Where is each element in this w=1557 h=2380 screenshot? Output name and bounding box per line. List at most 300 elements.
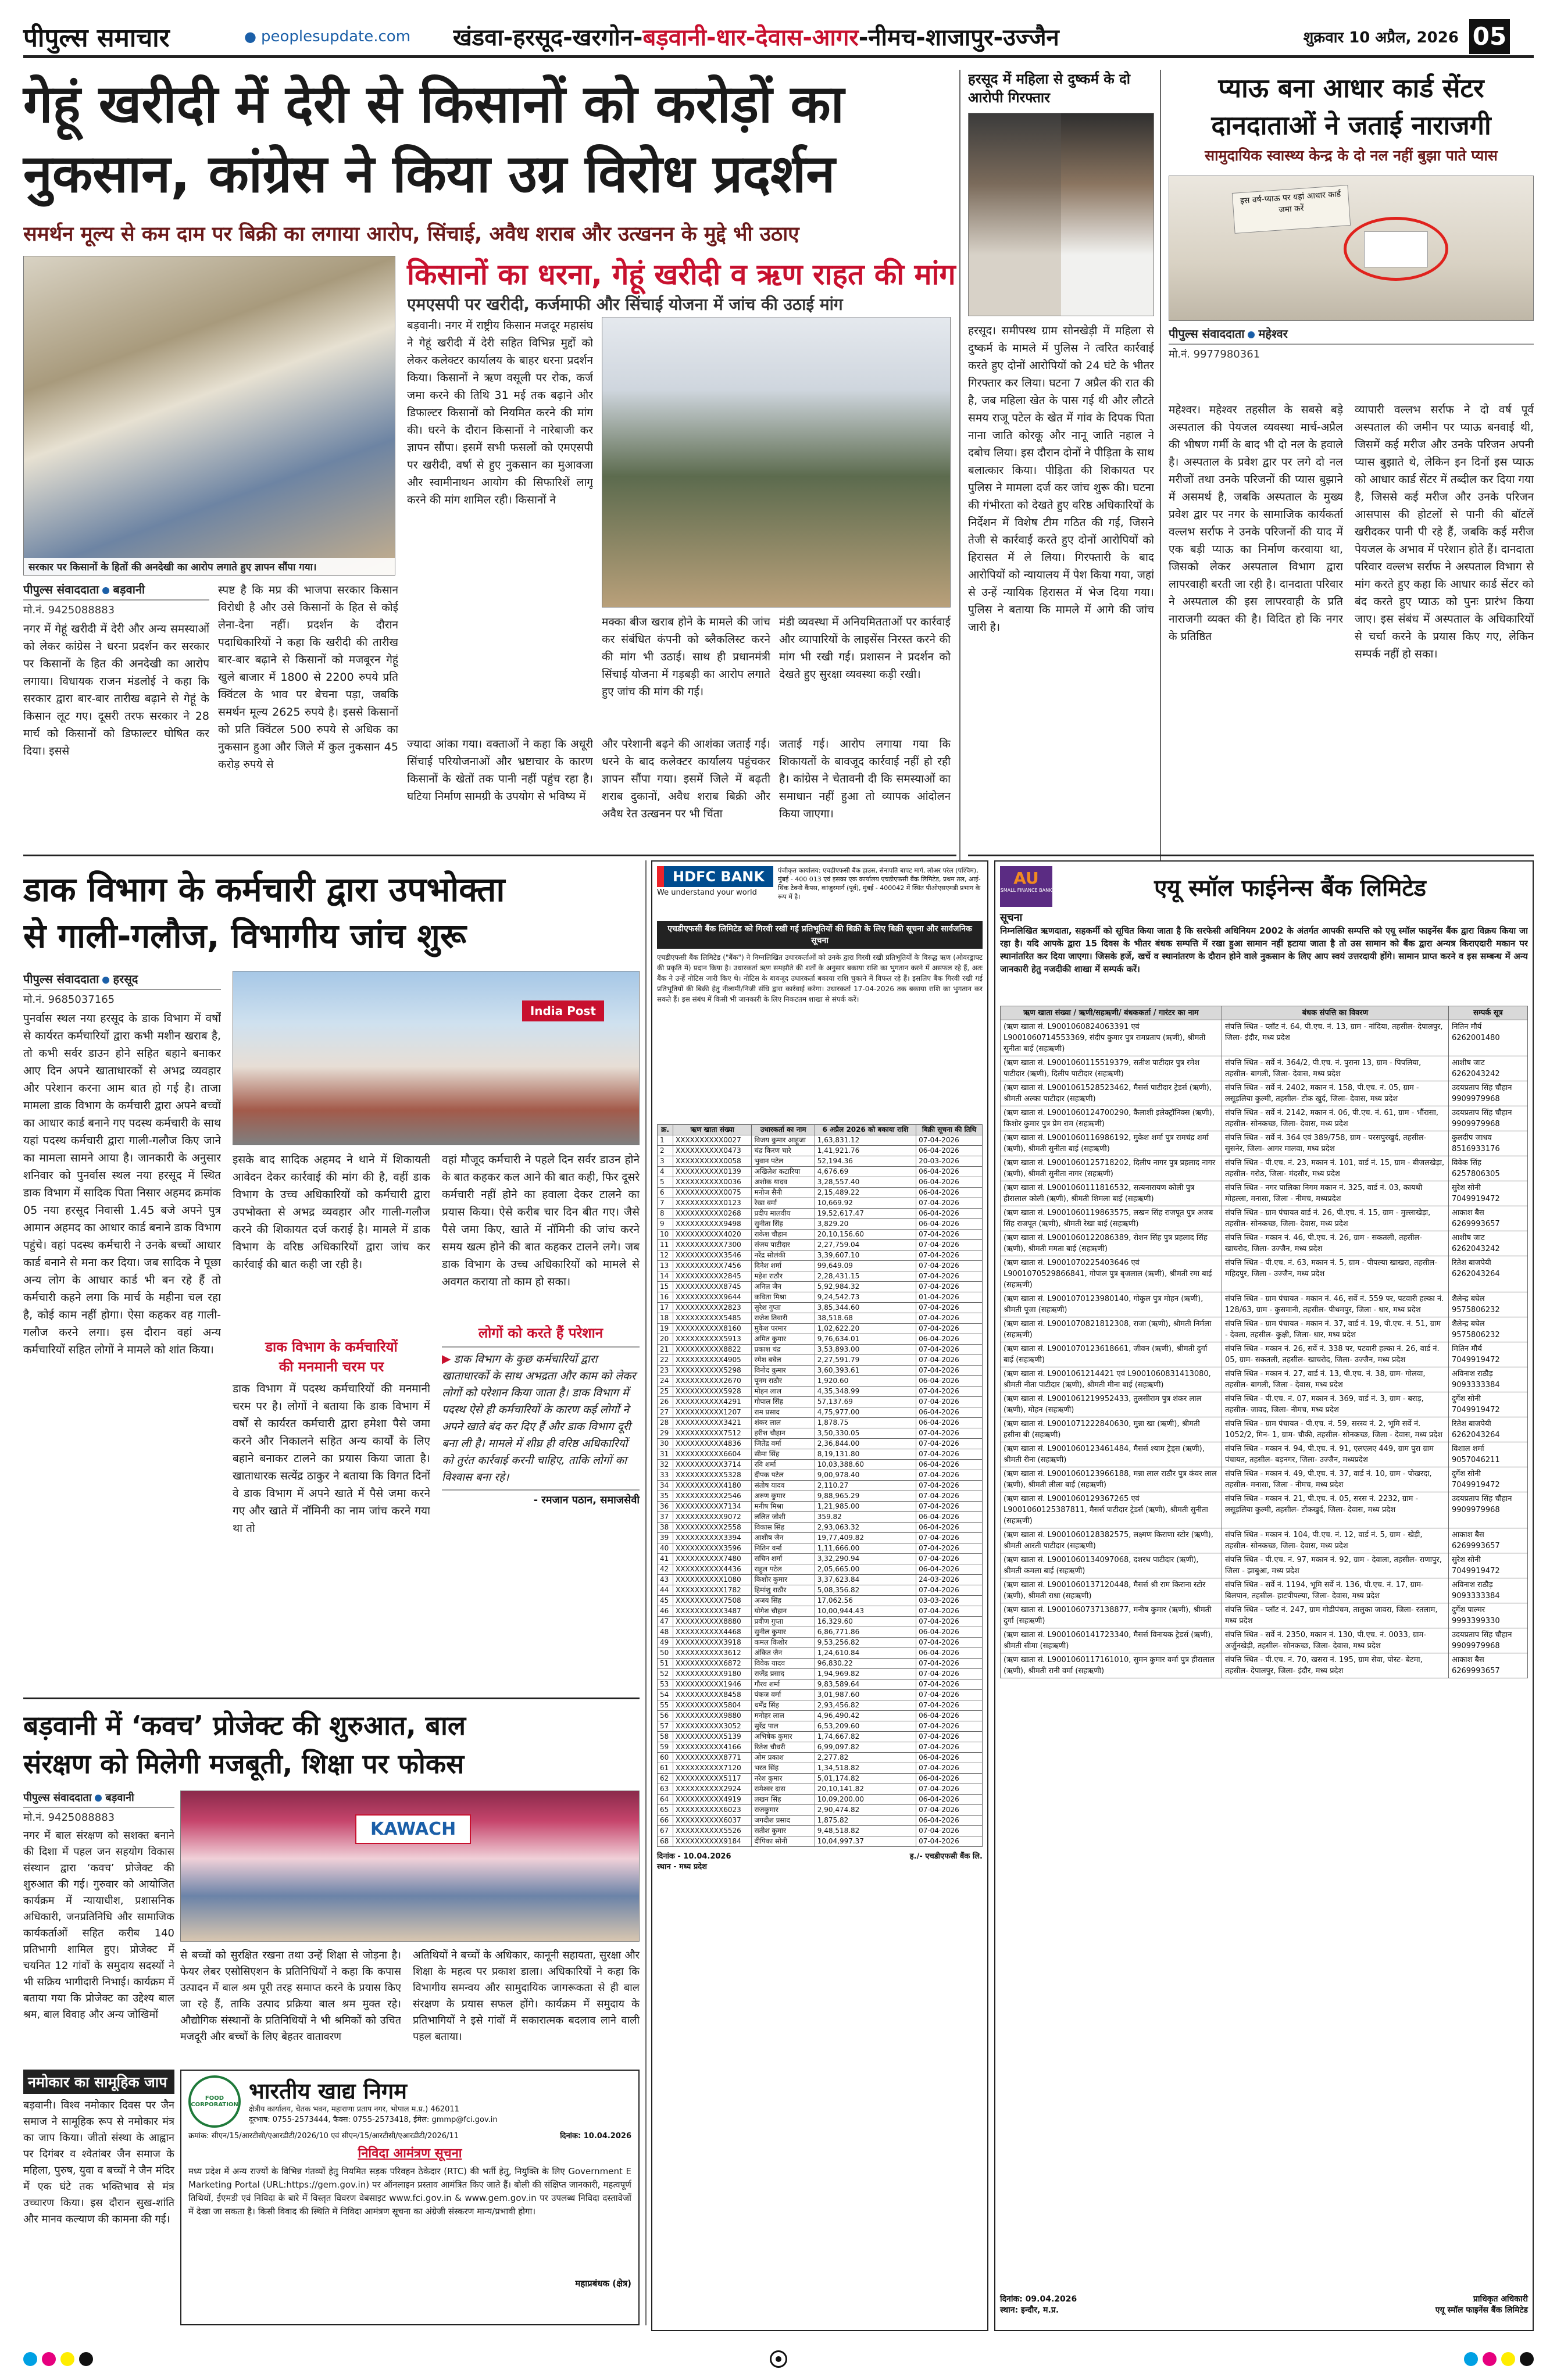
hdfc-table-cell: विकास सिंह [752, 1523, 815, 1533]
hdfc-table-cell: सचिन शर्मा [752, 1554, 815, 1564]
hdfc-table-cell: अंकित जैन [752, 1648, 815, 1659]
hdfc-table-cell: XXXXXXXXXX1207 [673, 1407, 752, 1418]
india-post-sign: India Post [522, 1000, 604, 1021]
kavach-byline: पीपुल्स संवाददाता बड़वानी [23, 1791, 174, 1808]
hdfc-table-cell: XXXXXXXXXX0123 [673, 1198, 752, 1209]
hdfc-table-row [658, 1491, 983, 1502]
hdfc-table-cell: 50 [658, 1648, 673, 1659]
hdfc-table-row [658, 1146, 983, 1156]
hdfc-table-cell: 33 [658, 1470, 673, 1481]
dak-byline: पीपुल्स संवाददाता हरसूद [23, 971, 221, 990]
hdfc-table-cell: अनिल जैन [752, 1282, 815, 1292]
hdfc-table-cell: 1,21,985.00 [815, 1502, 916, 1512]
dak-bottom-rule [23, 1698, 640, 1699]
hdfc-table-row [658, 1575, 983, 1585]
au-table-cell: अविनाश राठौड़ 9093333384 [1448, 1367, 1527, 1392]
au-table-row [1001, 1131, 1528, 1156]
hdfc-table-cell: XXXXXXXXXX4180 [673, 1481, 752, 1491]
au-table-cell: संपत्ति स्थित - सर्वे नं. 1194, भूमि सर्वे नं. 136, पी.एच. नं. 17, ग्राम- बिलपान, तहसील- हाटपीपल्या, जिला- देवास, मध्य प्रदेश [1222, 1578, 1448, 1603]
hdfc-table-cell: 07-04-2026 [916, 1355, 983, 1366]
lead-col-1 [23, 581, 209, 849]
hdfc-table-cell: 23 [658, 1366, 673, 1376]
hdfc-table-row [658, 1188, 983, 1198]
lead-col-2b: ज्यादा आंका गया। वक्ताओं ने कहा कि अधूरी सिंचाई परियोजनाओं और भ्रष्टाचार के कारण किसानों के खेतों तक पानी नहीं पहुंच रहा है। घटिया निर्माण सामग्री के उपयोग से भविष्य में [407, 738, 593, 803]
hdfc-table-cell: 2,27,591.79 [815, 1355, 916, 1366]
kavach-event-photo [180, 1791, 640, 1942]
hdfc-table-cell: 21 [658, 1345, 673, 1355]
hdfc-table-cell: सुरेश गुप्ता [752, 1303, 815, 1313]
masthead [23, 17, 1534, 58]
au-table-row [1001, 1081, 1528, 1106]
globe-icon: ● [244, 28, 256, 45]
hdfc-table-header-0: क्र. [658, 1125, 673, 1135]
hdfc-table-cell: 06-04-2026 [916, 1774, 983, 1784]
hdfc-table-cell: 07-04-2026 [916, 1606, 983, 1617]
piyau-deck: सामुदायिक स्वास्थ्य केन्द्र के दो नल नहीं बुझा पाते प्यास [1205, 147, 1498, 164]
hdfc-table-cell: कमल किशोर [752, 1638, 815, 1648]
hdfc-table-cell: 8 [658, 1209, 673, 1219]
au-table-cell: रितेश बाजपेयी 6262043264 [1448, 1256, 1527, 1292]
hdfc-table-cell: XXXXXXXXXX4436 [673, 1564, 752, 1575]
au-table-row [1001, 1653, 1528, 1678]
lead-headline [23, 70, 954, 209]
hdfc-table-cell: 57,137.69 [815, 1397, 916, 1407]
hdfc-table-cell: 3,53,893.00 [815, 1345, 916, 1355]
hdfc-table-cell: 63 [658, 1784, 673, 1795]
hdfc-table-row [658, 1700, 983, 1711]
hdfc-table-cell: XXXXXXXXXX0075 [673, 1188, 752, 1198]
hdfc-table-cell: XXXXXXXXXX8745 [673, 1282, 752, 1292]
hdfc-table-cell: XXXXXXXXXX2558 [673, 1523, 752, 1533]
hdfc-footer-date: दिनांक - 10.04.2026 [657, 1852, 731, 1861]
lead-col-2: स्पष्ट है कि मप्र की भाजपा सरकार किसान विरोधी है और उसे किसानों के हित से कोई लेना-देना नहीं। प्रदर्शन के दौरान पदाधिकारियों ने कहा कि खरीदी की तारीख बार-बार बढ़ाने से किसानों को मजबूरन गेहूं खुले बाजार में 1800 से 2200 रुपये प्रति क्विंटल के भाव पर बेचना पड़ा, जबकि समर्थन मूल्य 2625 रुपये है। इससे किसानों को प्रति क्विंटल 500 रुपये से अधिक का नुकसान हुआ और जिले में कुल नुकसान 45 करोड़ रुपये से [218, 584, 398, 771]
au-table-cell: संपत्ति स्थित - प्लॉट नं. 64, पी.एच. नं. 13, ग्राम - नांदिया, तहसील- देपालपुर, जिला- इंदौर, मध्य प्रदेश [1222, 1020, 1448, 1056]
hdfc-table-cell: 06-04-2026 [916, 1460, 983, 1470]
hdfc-table-cell: 06-04-2026 [916, 1407, 983, 1418]
hdfc-table-cell: महेश राठौर [752, 1271, 815, 1282]
hdfc-table-cell: 46 [658, 1606, 673, 1617]
hdfc-table-cell: 06-04-2026 [916, 1795, 983, 1805]
au-table-cell: (ऋण खाता सं. L9001070123618661, जीवन (ऋणी), श्रीमती दुर्गा बाई (सहऋणी) [1001, 1342, 1222, 1367]
hdfc-table-cell: जगदीश प्रसाद [752, 1816, 815, 1826]
hdfc-notice [651, 860, 988, 2331]
harsud-crime-headline: हरसूद में महिला से दुष्कर्म के दो आरोपी गिरफ्तार [968, 71, 1130, 106]
au-table-cell: (ऋण खाता सं. L9001060129367265 एवं L9001060125387811, मैसर्स पाटीदार ट्रेडर्स (ऋणी), श्रीमती सुनीता (सहऋणी) [1001, 1492, 1222, 1528]
hdfc-table-row [658, 1167, 983, 1177]
au-table-cell: संपत्ति स्थित - पी.एच. नं. 70, खसरा नं. 195, ग्राम सेवा, पोस्ट- बेटमा, तहसील- देपालपुर, जिला- इंदौर, मध्य प्रदेश [1222, 1653, 1448, 1678]
dak-headline [23, 866, 640, 959]
au-table-cell: संपत्ति स्थित - सर्वे नं. 364 एवं 389/758, ग्राम - परसपुरखुर्द, तहसील- सुसनेर, जिला- आगर मालवा, मध्य प्रदेश [1222, 1131, 1448, 1156]
hdfc-table-row [658, 1313, 983, 1324]
au-table-row [1001, 1603, 1528, 1628]
hdfc-table-cell: 3,50,330.05 [815, 1428, 916, 1439]
hdfc-table-cell: 07-04-2026 [916, 1763, 983, 1774]
hdfc-table-row [658, 1386, 983, 1397]
hdfc-table-row [658, 1690, 983, 1700]
hdfc-table-cell: राजेंद्र प्रसाद [752, 1669, 815, 1679]
au-table-row [1001, 1317, 1528, 1342]
hdfc-table-cell: दिनेश शर्मा [752, 1261, 815, 1271]
au-table-cell: (ऋण खाता सं. L9001060137120448, मैसर्स श्री राम किराना स्टोर (ऋणी), श्रीमती राधा (सहऋणी) [1001, 1578, 1222, 1603]
hdfc-table-cell: 68 [658, 1836, 673, 1847]
au-table-row [1001, 1578, 1528, 1603]
lead-byline: पीपुल्स संवाददाता बड़वानी [23, 581, 209, 601]
hdfc-table-row [658, 1648, 983, 1659]
hdfc-table-cell: नितिन वर्मा [752, 1543, 815, 1554]
hdfc-table-cell: XXXXXXXXXX9180 [673, 1669, 752, 1679]
hdfc-table-cell: 1,63,831.12 [815, 1135, 916, 1146]
hdfc-table-cell: 07-04-2026 [916, 1198, 983, 1209]
hdfc-table-row [658, 1795, 983, 1805]
hdfc-table-cell: 65 [658, 1805, 673, 1816]
masthead-website: peoplesupdate.com [260, 27, 411, 45]
hdfc-table-cell: रामेश्वर दास [752, 1784, 815, 1795]
hdfc-table-cell: 4,676.69 [815, 1167, 916, 1177]
au-table-row [1001, 1367, 1528, 1392]
au-table-cell: (ऋण खाता सं. L9001060128382575, लक्ष्मण किराणा स्टोर (ऋणी), श्रीमती आरती पाटीदार (सहऋणी) [1001, 1528, 1222, 1553]
hdfc-table-cell: 44 [658, 1585, 673, 1596]
hdfc-table-header-1: ऋण खाता संख्या [673, 1125, 752, 1135]
dak-col-1-text: पुनर्वास स्थल नया हरसूद के डाक विभाग में वर्षों से कार्यरत कर्मचारियों द्वारा कभी मशीन खराब है, तो कभी सर्वर डाउन होने सहित बहाने बनाकर आए दिन अपने खाताधारकों से अभद्र व्यवहार और परेशान करना आम बात हो गई है। ताजा मामला डाक विभाग के कर्मचारी द्वारा अपने बच्चों का आधार कार्ड बनाने गए पदस्थ कर्मचारी के साथ यहां पदस्थ कर्मचारी द्वारा गाली-गलौज किए जाने का मामला सामने आया है। जानकारी के अनुसार शनिवार को पुनर्वास स्थल नया हरसूद में स्थित डाक विभाग में सादिक पिता निसार अहमद क्रमांक 05 नया हरसूद निवासी 1.45 बजे अपने पुत्र आमान अहमद का आधार कार्ड बनाने डाक विभाग पहुंचे। वहां पदस्थ कर्मचारी ने उनके बच्चों आधार कार्ड बनाने से मना कर दिया। जब सादिक ने पूछा अन्य लोग के आधार कार्ड भी बन रहे हैं तो कर्मचारी कहने लगा कि मार्च के महीना चल रहा है, कोई काम नहीं होगा। ऐसा कहकर वह गाली-गलौज करने लगा। इस दौरान वहां अन्य कर्मचारियों सहित लोगों ने मामले को शांत किया। [23, 1012, 221, 1356]
fci-title: निविदा आमंत्रण सूचना [358, 2146, 462, 2161]
au-table-cell: (ऋण खाता सं. L9001061214421 एवं L9001060831413080, श्रीमती नीता पाटीदार (ऋणी), श्रीमती मीना बाई (सहऋणी) [1001, 1367, 1222, 1392]
hdfc-table-cell: 56 [658, 1711, 673, 1721]
hdfc-table-cell: 07-04-2026 [916, 1345, 983, 1355]
hdfc-table-cell: 38,518.68 [815, 1313, 916, 1324]
hdfc-table-cell: 20,10,156.60 [815, 1230, 916, 1240]
hdfc-table-cell: 10,00,944.43 [815, 1606, 916, 1617]
au-logo-sub: SMALL FINANCE BANK [1000, 888, 1052, 893]
hdfc-table-cell: 07-04-2026 [916, 1805, 983, 1816]
au-notice [994, 860, 1534, 2331]
hdfc-table-row [658, 1303, 983, 1313]
au-table-cell: आकाश बैस 6269993657 [1448, 1528, 1527, 1553]
hdfc-table-cell: 1,920.60 [815, 1376, 916, 1386]
lead-sub-head: किसानों का धरना, गेहूं खरीदी व ऋण राहत की मांग [407, 258, 956, 291]
hdfc-table-cell: 13 [658, 1261, 673, 1271]
dak-post-office-photo [233, 971, 640, 1145]
hdfc-table-cell: XXXXXXXXXX6872 [673, 1659, 752, 1669]
au-table-cell: (ऋण खाता सं. L9001060111816532, सत्यनारायण कोली पुत्र हीरालाल कोली (ऋणी), श्रीमती शिमला बाई (सहऋणी) [1001, 1181, 1222, 1206]
registration-target-icon [770, 2350, 787, 2368]
hdfc-table-cell: 07-04-2026 [916, 1502, 983, 1512]
au-table-cell: (ऋण खाता सं. L9001060119863575, लखन सिंह राजपूत पुत्र अजब सिंह राजपूत (ऋणी), श्रीमती रेखा बाई (सहऋणी) [1001, 1206, 1222, 1231]
hdfc-table-row [658, 1460, 983, 1470]
hdfc-table-cell: 9 [658, 1219, 673, 1230]
au-table-cell: मितिन मौर्य 7049919472 [1448, 1342, 1527, 1367]
hdfc-table-cell: 06-04-2026 [916, 1523, 983, 1533]
hdfc-table-cell: 3,32,290.94 [815, 1554, 916, 1564]
hdfc-table-row [658, 1585, 983, 1596]
au-table-row [1001, 1467, 1528, 1492]
hdfc-table-cell: सतीश कुमार [752, 1826, 815, 1836]
hdfc-table-cell: 24-03-2026 [916, 1575, 983, 1585]
hdfc-table-cell: XXXXXXXXXX3714 [673, 1460, 752, 1470]
hdfc-table-cell: 06-04-2026 [916, 1816, 983, 1826]
au-table-row [1001, 1342, 1528, 1367]
hdfc-table-cell: 35 [658, 1491, 673, 1502]
harsud-crime-story [968, 70, 1154, 834]
hdfc-table-cell: भुवान पटेल [752, 1156, 815, 1167]
au-table-cell: संपत्ति स्थित - प्लॉट नं. 247, ग्राम गोडीपंचम, तालुका जावरा, जिला- रतलाम, मध्य प्रदेश [1222, 1603, 1448, 1628]
hdfc-table-cell: 06-04-2026 [916, 1167, 983, 1177]
au-table-row [1001, 1056, 1528, 1081]
hdfc-table-cell: 48 [658, 1627, 673, 1638]
hdfc-table-cell: XXXXXXXXXX9880 [673, 1711, 752, 1721]
au-table-row [1001, 1553, 1528, 1578]
lead-photo [23, 256, 395, 576]
hdfc-table-cell: 07-04-2026 [916, 1439, 983, 1449]
hdfc-table-cell: 58 [658, 1732, 673, 1742]
hdfc-table-cell: 10,09,200.00 [815, 1795, 916, 1805]
au-table-cell: (ऋण खाता सं. L9001061528523462, मैसर्स पाटीदार ट्रेडर्स (ऋणी), श्रीमती अल्का पाटीदार (सहऋणी) [1001, 1081, 1222, 1106]
au-table-row [1001, 1528, 1528, 1553]
hdfc-footer-place: स्थान - मध्य प्रदेश [657, 1863, 708, 1871]
hdfc-footer-sign: ह./- एचडीएफसी बैंक लि. [909, 1852, 983, 1861]
hdfc-table-cell: 2 [658, 1146, 673, 1156]
hdfc-table-cell: XXXXXXXXXX9498 [673, 1219, 752, 1230]
hdfc-table-cell: ललित जोशी [752, 1512, 815, 1523]
hdfc-table-cell: 359.82 [815, 1512, 916, 1523]
piyau-bottom-rule [968, 855, 1534, 856]
hdfc-table-row [658, 1638, 983, 1648]
harsud-crime-text: हरसूद। समीपस्थ ग्राम सोनखेड़ी में महिला से दुष्कर्म के मामले में पुलिस ने त्वरित कार्रवाई करते हुए दोनों आरोपियों को 24 घंटे के भीतर गिरफ्तार कर लिया। घटना 7 अप्रैल की रात की है, जब महिला खेत के पास गई थी और लौटते समय राजू पटेल के खेत में गांव के दिपक पिता नाना जाति कोरकू और नानू जाति नहाल ने दबोच लिया। इस दौरान दोनों ने पीड़िता के साथ बलात्कार किया। पीड़िता की शिकायत पर पुलिस ने मामला दर्ज कर जांच शुरू की। घटना की गंभीरता को देखते हुए वरिष्ठ अधिकारियों के निर्देशन में विशेष टीम गठित की गई, जिसने तेजी से कार्रवाई करते हुए दोनों आरोपियों को हिरासत में ले लिया। गिरफ्तारी के बाद आरोपियों को न्यायालय में पेश किया गया, जहां से उन्हें न्यायिक हिरासत में भेज दिया गया। पुलिस ने बताया कि मामले में आगे की जांच जारी है। [968, 324, 1154, 634]
hdfc-table-cell: XXXXXXXXXX1946 [673, 1679, 752, 1690]
hdfc-table-cell: XXXXXXXXXX9072 [673, 1512, 752, 1523]
hdfc-table-row [658, 1240, 983, 1250]
hdfc-table-cell: 07-04-2026 [916, 1690, 983, 1700]
hdfc-table-cell: 3,01,987.60 [815, 1690, 916, 1700]
au-table-cell: संपत्ति स्थित - मकान नं. 94, पी.एच. नं. 91, एलएलए 449, ग्राम पुरा ग्राम पंचायत, तहसील- बड़नगर, जिला- उज्जैन, मध्यप्रदेश [1222, 1442, 1448, 1467]
edition-red: बड़वानी-धार-देवास-आगर [642, 24, 859, 51]
hdfc-table-cell: 34 [658, 1481, 673, 1491]
au-table-cell: (ऋण खाता सं. L9001061219952433, तुलसीराम पुत्र शंकर लाल (ऋणी), मोहन (सहऋणी) [1001, 1392, 1222, 1417]
hdfc-table-cell: 7 [658, 1198, 673, 1209]
hdfc-table-cell: जितेंद्र वर्मा [752, 1439, 815, 1449]
au-footer-place: स्थान: इन्दौर, म.प्र. [1000, 2306, 1059, 2315]
location-dot-icon [102, 587, 109, 594]
hdfc-table-cell: 6,53,209.60 [815, 1721, 916, 1732]
hdfc-table-cell: 07-04-2026 [916, 1135, 983, 1146]
hdfc-table-row [658, 1250, 983, 1261]
hdfc-table-cell: XXXXXXXXXX5139 [673, 1732, 752, 1742]
hdfc-table-cell: 06-04-2026 [916, 1209, 983, 1219]
au-table-row [1001, 1181, 1528, 1206]
hdfc-table-cell: 19 [658, 1324, 673, 1334]
hdfc-table-cell: 3,85,344.60 [815, 1303, 916, 1313]
kavach-col-3: अतिथियों ने बच्चों के अधिकार, कानूनी सहायता, सुरक्षा और शिक्षा के महत्व पर प्रकाश डाला। अधिकारियों ने कहा कि विभागीय समन्वय और सामुदायिक जागरूकता से ही बाल संरक्षण के प्रयास सफल होंगे। कार्यक्रम में समुदाय के प्रतिभागियों ने इसे गांवों में सकारात्मक बदलाव लाने वाली पहल बताया। [413, 1949, 640, 2043]
hdfc-table-cell: नरेश कुमार [752, 1774, 815, 1784]
lead-sub-deck: एमएसपी पर खरीदी, कर्जमाफी और सिंचाई योजना में जांच की उठाई मांग [407, 295, 843, 314]
au-table-cell: विवेक सिंह 6257806305 [1448, 1156, 1527, 1181]
hdfc-table-cell: XXXXXXXXXX3487 [673, 1606, 752, 1617]
au-table-cell: आशीष जाट 6262043242 [1448, 1231, 1527, 1256]
dak-subhead-3: लोगों को करते हैं परेशान [478, 1325, 603, 1341]
hdfc-table-cell: 96,830.22 [815, 1659, 916, 1669]
hdfc-table-header-2: उधारकर्ता का नाम [752, 1125, 815, 1135]
hdfc-table-cell: XXXXXXXXXX4836 [673, 1439, 752, 1449]
au-notice-label: सूचना [1000, 912, 1023, 924]
hdfc-table-cell: 37 [658, 1512, 673, 1523]
hdfc-table-cell: 19,77,409.82 [815, 1533, 916, 1543]
hdfc-table-cell: प्रकाश चंद्र [752, 1345, 815, 1355]
hdfc-table-cell: 2,90,474.82 [815, 1805, 916, 1816]
hdfc-table-cell: 07-04-2026 [916, 1742, 983, 1753]
hdfc-table-cell: XXXXXXXXXX6023 [673, 1805, 752, 1816]
hdfc-table-cell: XXXXXXXXXX7120 [673, 1763, 752, 1774]
hdfc-table-cell: 1,41,921.76 [815, 1146, 916, 1156]
lead-col-4a: मक्का बीज खराब होने के मामले की जांच कर संबंधित कंपनी को ब्लैकलिस्ट करने की मांग भी उठाई। साथ ही प्रधानमंत्री सिंचाई योजना में गड़बड़ी का आरोप लगाते हुए जांच की मांग की गई। [602, 616, 770, 698]
au-table-row [1001, 1156, 1528, 1181]
au-table-cell: संपत्ति स्थित - मकान नं. 21, पी.एच. नं. 05, सरस नं. 2232, ग्राम - लसूड़लिया कुल्मी, तहसील- टोंकखुर्द, जिला- देवास, मध्य प्रदेश [1222, 1492, 1448, 1528]
hdfc-table-cell: 42 [658, 1564, 673, 1575]
au-table-row [1001, 1292, 1528, 1317]
hdfc-table-cell: 17,062.56 [815, 1596, 916, 1606]
lead-photo-2 [602, 317, 951, 607]
hdfc-table-cell: 07-04-2026 [916, 1617, 983, 1627]
hdfc-table-cell: राजेश तिवारी [752, 1313, 815, 1324]
hdfc-table-cell: 4 [658, 1167, 673, 1177]
dak-subhead-2: की मनमानी चरम पर [278, 1359, 384, 1375]
au-table [1000, 1006, 1528, 1678]
dak-quote-text: डाक विभाग के कुछ कर्मचारियों द्वारा खाताधारकों के साथ अभद्रता और काम को लेकर लोगों को परेशान किया जाता है। डाक विभाग में पदस्थ ऐसे ही कर्मचारियों के कारण कई लोगों ने अपने खाते बंद कर दिए हैं और डाक विभाग दूरी बना ली है। मामले में शीघ्र ही वरिष्ठ अधिकारियों को तुरंत कार्रवाई करनी चाहिए, ताकि लोगों का विश्वास बना रहे। [442, 1353, 636, 1484]
namokar-headline: नमोकार का सामूहिक जाप [23, 2070, 174, 2094]
au-table-header-2: सम्पर्क सूत्र [1448, 1006, 1527, 1020]
au-table-cell: (ऋण खाता सं. L9001060125718202, दिलीप नागर पुत्र प्रहलाद नागर (ऋणी), श्रीमती सुनीता नागर (सहऋणी) [1001, 1156, 1222, 1181]
hdfc-table-cell: 07-04-2026 [916, 1679, 983, 1690]
hdfc-table-cell: 66 [658, 1816, 673, 1826]
cmyk-dots-right-icon [1464, 2352, 1534, 2366]
hdfc-table-cell: 20 [658, 1334, 673, 1345]
hdfc-table-cell: XXXXXXXXXX7508 [673, 1596, 752, 1606]
hdfc-table-row [658, 1627, 983, 1638]
hdfc-table-cell: XXXXXXXXXX7512 [673, 1428, 752, 1439]
hdfc-table-row [658, 1366, 983, 1376]
au-table-row [1001, 1206, 1528, 1231]
hdfc-table-cell: 32 [658, 1460, 673, 1470]
hdfc-table-row [658, 1564, 983, 1575]
hdfc-table-cell: XXXXXXXXXX2924 [673, 1784, 752, 1795]
fci-text: मध्य प्रदेश में अन्य राज्यों के विभिन्न गंतव्यों हेतु नियमित सड़क परिवहन ठेकेदार (RTC) की भर्ती हेतु, नियुक्ति के लिए Government E Marketing Portal (URL:https://gem.gov.in) पर ऑनलाइन प्रस्ताव आमंत्रित किए जाते हैं। बोली की संक्षिप्त जानकारी, महत्वपूर्ण तिथियों, ईएमडी एवं निविदा के बारे में विस्तृत विवरण वेबसाइट www.fci.gov.in & www.gem.gov.in पर उपलब्ध निविदा दस्तावेजों में देखा जा सकता है। किसी विवाद की स्थिति में निविदा आमंत्रण सूचना का अंग्रेजी संस्करण मान्य/प्रभावी होगा। [188, 2166, 631, 2217]
hdfc-table-cell: 06-04-2026 [916, 1376, 983, 1386]
hdfc-table-cell: 07-04-2026 [916, 1324, 983, 1334]
hdfc-table-cell: राकेश चौहान [752, 1230, 815, 1240]
hdfc-table-cell: शंकर लाल [752, 1418, 815, 1428]
au-table-cell: शैलेन्द्र बघेल 9575806232 [1448, 1317, 1527, 1342]
kavach-col-2: से बच्चों को सुरक्षित रखना तथा उन्हें शिक्षा से जोड़ना है। फेयर लेबर एसोसिएशन के प्रतिनिधियों ने कहा कि कपास उत्पादन में बाल श्रम पूरी तरह समाप्त करने के प्रयास किए जा रहे हैं, ताकि उत्पाद प्रक्रिया बाल श्रम मुक्त रहे। औद्योगिक संस्थानों के प्रतिनिधियों ने भी श्रमिकों को उचित मजदूरी और बच्चों के लिए बेहतर वातावरण [180, 1949, 401, 2043]
hdfc-table-cell: 31 [658, 1449, 673, 1460]
au-table-cell: उदयप्रताप सिंह चौहान 9909979968 [1448, 1628, 1527, 1653]
hdfc-table-cell: XXXXXXXXXX8458 [673, 1690, 752, 1700]
hdfc-table-row [658, 1345, 983, 1355]
hdfc-table-cell: XXXXXXXXXX0139 [673, 1167, 752, 1177]
hdfc-table-cell: 8,19,131.80 [815, 1449, 916, 1460]
hdfc-table-cell: 07-04-2026 [916, 1732, 983, 1742]
hdfc-table-cell: 10,04,997.37 [815, 1836, 916, 1847]
au-table-cell: संपत्ति स्थित - पी.एच. नं. 97, मकान नं. 92, ग्राम - देवाला, तहसील- राणापुर, जिला - झाबुआ, मध्य प्रदेश [1222, 1553, 1448, 1578]
hdfc-table-cell: 3,829.20 [815, 1219, 916, 1230]
hdfc-table-cell: XXXXXXXXXX2670 [673, 1376, 752, 1386]
hdfc-table-cell: 47 [658, 1617, 673, 1627]
hdfc-table-cell: XXXXXXXXXX7300 [673, 1240, 752, 1250]
hdfc-table-cell: अभिषेक कुमार [752, 1732, 815, 1742]
au-table-row [1001, 1392, 1528, 1417]
hdfc-table-cell: गोपाल सिंह [752, 1397, 815, 1407]
hdfc-table-cell: 03-03-2026 [916, 1596, 983, 1606]
hdfc-table-cell: 07-04-2026 [916, 1826, 983, 1836]
hdfc-table-cell: चंद्र किरण चारे [752, 1146, 815, 1156]
hdfc-table-cell: सुनील कुमार [752, 1627, 815, 1638]
location-dot-icon [1248, 331, 1255, 338]
au-table-row [1001, 1231, 1528, 1256]
notice-paper [1364, 231, 1428, 267]
hdfc-table-cell: XXXXXXXXXX5117 [673, 1774, 752, 1784]
au-table-cell: उदयप्रताप सिंह चौहान 9909979968 [1448, 1106, 1527, 1131]
quote-pointer-icon: ▶ [442, 1352, 451, 1366]
hdfc-table-row [658, 1418, 983, 1428]
hdfc-table-cell: 07-04-2026 [916, 1836, 983, 1847]
hdfc-table-cell: 06-04-2026 [916, 1418, 983, 1428]
hdfc-table-cell: XXXXXXXXXX4166 [673, 1742, 752, 1753]
hdfc-table-cell: XXXXXXXXXX3596 [673, 1543, 752, 1554]
hdfc-table-cell: 1,94,969.82 [815, 1669, 916, 1679]
hdfc-table-cell: 9,00,978.40 [815, 1470, 916, 1481]
hdfc-table-cell: धर्मेंद्र सिंह [752, 1700, 815, 1711]
hdfc-table-cell: XXXXXXXXXX8160 [673, 1324, 752, 1334]
hdfc-table-cell: 07-04-2026 [916, 1271, 983, 1282]
hdfc-table-cell: 07-04-2026 [916, 1397, 983, 1407]
hdfc-table-cell: 10,669.92 [815, 1198, 916, 1209]
hdfc-table-cell: 9,24,542.73 [815, 1292, 916, 1303]
hdfc-table-cell: 06-04-2026 [916, 1564, 983, 1575]
hdfc-table-cell: रवि शर्मा [752, 1460, 815, 1470]
location-dot-icon [102, 977, 109, 984]
hdfc-table-cell: 6 [658, 1188, 673, 1198]
hdfc-table-cell: 39 [658, 1533, 673, 1543]
hdfc-table-cell: XXXXXXXXXX4905 [673, 1355, 752, 1366]
hdfc-table-cell: XXXXXXXXXX4020 [673, 1230, 752, 1240]
hdfc-table-cell: हिमांशु राठौर [752, 1585, 815, 1596]
hdfc-table-cell: लखन सिंह [752, 1795, 815, 1805]
au-table-cell: (ऋण खाता सं. L9001060134097068, दशरथ पाटीदार (ऋणी), श्रीमती कमला बाई (सहऋणी) [1001, 1553, 1222, 1578]
hdfc-table-cell: 5,01,174.82 [815, 1774, 916, 1784]
hdfc-table-cell: 07-04-2026 [916, 1585, 983, 1596]
au-table-cell: संपत्ति स्थित - ग्राम पंचायत वार्ड नं. 26, पी.एच. नं. 15, ग्राम - मुल्लाखेड़ा, तहसील- सोनकच्छ, जिला- देवास, मध्य प्रदेश [1222, 1206, 1448, 1231]
hdfc-table-cell: 2,15,489.22 [815, 1188, 916, 1198]
hdfc-table-cell: संतोष यादव [752, 1481, 815, 1491]
hdfc-table-row [658, 1135, 983, 1146]
au-table-cell: अविनाश राठौड़ 9093333384 [1448, 1578, 1527, 1603]
hdfc-table-cell: 07-04-2026 [916, 1428, 983, 1439]
kavach-headline-line-2: संरक्षण को मिलेगी मजबूती, शिक्षा पर फोकस [23, 1748, 465, 1779]
au-table-header-1: बंधक संपत्ति का विवरण [1222, 1006, 1448, 1020]
hdfc-table-cell: 22 [658, 1355, 673, 1366]
hdfc-table-row [658, 1397, 983, 1407]
hdfc-table-cell: 07-04-2026 [916, 1386, 983, 1397]
hdfc-table-cell: 24 [658, 1376, 673, 1386]
hdfc-table-row [658, 1334, 983, 1345]
hdfc-table-row [658, 1209, 983, 1219]
hdfc-table-cell: 1,74,667.82 [815, 1732, 916, 1742]
hdfc-table-cell: XXXXXXXXXX7456 [673, 1261, 752, 1271]
hdfc-table-cell: 1,875.82 [815, 1816, 916, 1826]
hdfc-table-cell: 2,28,431.15 [815, 1271, 916, 1282]
hdfc-table-row [658, 1826, 983, 1836]
hdfc-table-cell: 61 [658, 1763, 673, 1774]
au-table-cell: संपत्ति स्थित - मकान नं. 49, पी.एच. नं. 37, वार्ड नं. 10, ग्राम - पोखरदा, तहसील- मनासा, जिला - नीमच, मध्य प्रदेश [1222, 1467, 1448, 1492]
lead-right-divider [959, 70, 960, 860]
au-table-cell: संपत्ति स्थित - सर्वे नं. 2402, मकान नं. 158, पी.एच. नं. 05, ग्राम - लसूड़लिया कुल्मी, तहसील- टोंक खुर्द, जिला- देवास, मध्य प्रदेश [1222, 1081, 1448, 1106]
